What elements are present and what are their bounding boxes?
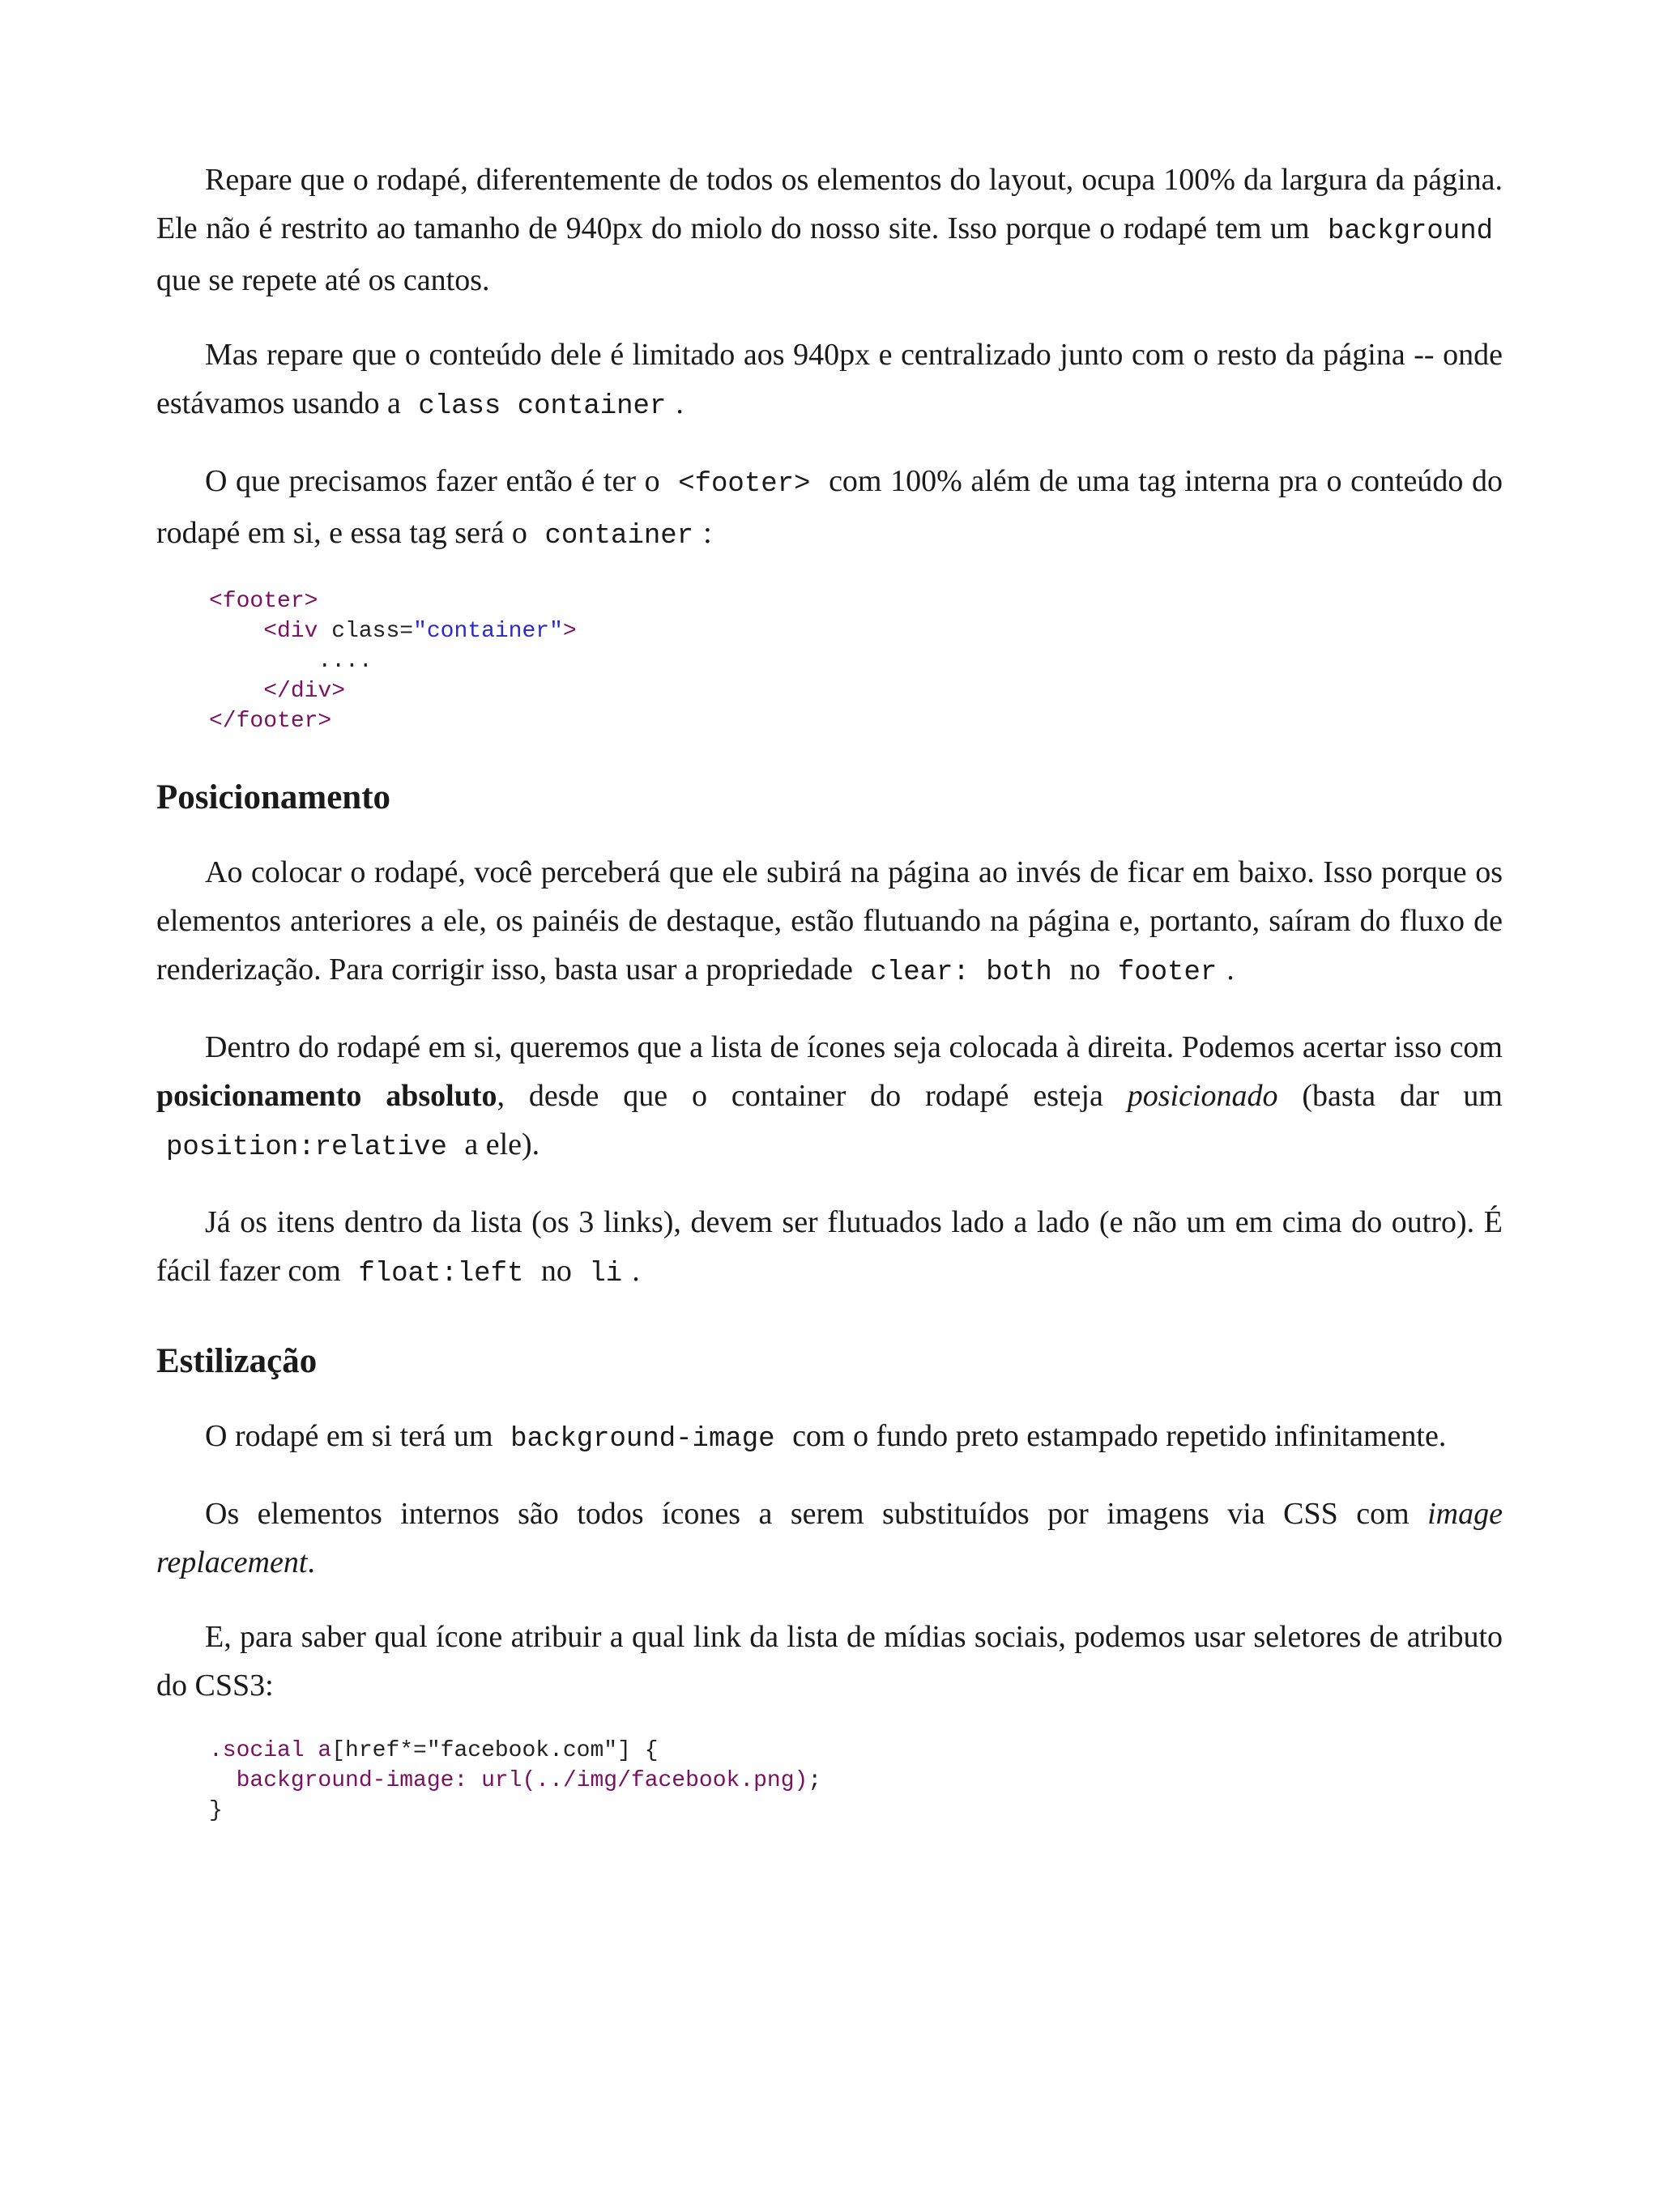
text: (basta dar um	[1302, 1079, 1503, 1113]
paragraph-background-image	[156, 1412, 1503, 1464]
code-token: ....	[318, 649, 373, 674]
code-token: class=	[318, 619, 414, 644]
text: com 100% além de uma tag interna pra o conteúdo do rodapé em si, e essa tag será o	[156, 464, 1503, 550]
text: .	[1226, 953, 1235, 987]
code-token: [href*="facebook.com"] {	[331, 1738, 659, 1763]
code-token: url(../img/facebook.png)	[467, 1768, 808, 1793]
code-block-css	[209, 1736, 1503, 1826]
document-page	[156, 156, 1503, 1865]
paragraph-content-limit	[156, 330, 1503, 431]
code-token: <footer>	[209, 589, 318, 614]
paragraph-image-replacement	[156, 1490, 1503, 1587]
text: , desde que o container do rodapé esteja	[497, 1079, 1103, 1113]
text: Dentro do rodapé em si, queremos que a lista de ícones seja colocada à direita. Podemos acertar isso com	[205, 1030, 1503, 1064]
text: com o fundo preto estampado repetido infinitamente.	[792, 1419, 1447, 1453]
text: :	[703, 516, 712, 550]
paragraph-attribute-selectors	[156, 1613, 1503, 1710]
section-heading-estilizacao: Estilização	[156, 1342, 318, 1380]
inline-code: clear: both	[870, 957, 1052, 988]
paragraph-absolute-position	[156, 1023, 1503, 1172]
text: que se repete até os cantos.	[156, 263, 490, 297]
text: no	[540, 1254, 572, 1288]
inline-code: container	[544, 521, 694, 552]
inline-code: <footer>	[678, 469, 811, 500]
code-token: ;	[808, 1768, 822, 1793]
text: O rodapé em si terá um	[205, 1419, 493, 1453]
text: Repare que o rodapé, diferentemente de todos os elementos do layout, ocupa 100% da largura da página. Ele não é restrito ao tamanho de 940px do miolo do nosso site. Isso porque o rodapé tem um	[156, 163, 1503, 245]
code-token: }	[209, 1798, 223, 1823]
text: E, para saber qual ícone atribuir a qual link da lista de mídias sociais, podemos usar seletores de atributo do CSS3:	[156, 1620, 1503, 1703]
paragraph-footer-width	[156, 156, 1503, 305]
text: .	[632, 1254, 640, 1288]
text: .	[676, 386, 684, 420]
italic-text: image replacement	[156, 1497, 1503, 1579]
inline-code: background	[1327, 216, 1494, 247]
inline-code: background-image	[510, 1424, 775, 1455]
code-token: background-image:	[236, 1768, 468, 1793]
text: Os elementos internos são todos ícones a serem substituídos por imagens via CSS com	[205, 1497, 1410, 1531]
code-block-footer	[209, 586, 1503, 736]
text: Ao colocar o rodapé, você perceberá que ele subirá na página ao invés de ficar em baixo. Isso porque os elementos anteriores a ele, os painéis de destaque, estão flutuando na página e, portanto, saíram do fluxo de renderização. Para corrigir isso, basta usar a propriedade	[156, 855, 1503, 987]
text: no	[1069, 953, 1101, 987]
text: O que precisamos fazer então é ter o	[205, 464, 660, 498]
inline-code: li	[589, 1259, 623, 1289]
code-token: >	[562, 619, 577, 644]
code-token: <div	[263, 619, 318, 644]
text: Mas repare que o conteúdo dele é limitado aos 940px e centralizado junto com o resto da página -- onde estávamos usando a	[156, 338, 1503, 420]
code-token: </div>	[263, 679, 346, 704]
text: Já os itens dentro da lista (os 3 links), devem ser flutuados lado a lado (e não um em cima do outro). É fácil fazer com	[156, 1205, 1503, 1288]
paragraph-footer-container	[156, 457, 1503, 560]
paragraph-float-left	[156, 1198, 1503, 1298]
inline-code: position:relative	[166, 1132, 447, 1163]
inline-code: class container	[418, 391, 667, 422]
code-token: "container"	[413, 619, 563, 644]
italic-text: posicionado	[1127, 1079, 1278, 1113]
text: a ele).	[464, 1127, 540, 1161]
paragraph-clear-both	[156, 848, 1503, 997]
inline-code: float:left	[358, 1259, 524, 1289]
bold-text: posicionamento absoluto	[156, 1079, 497, 1113]
code-token: </footer>	[209, 709, 332, 734]
text: .	[307, 1545, 315, 1579]
code-token: .social a	[209, 1738, 332, 1763]
section-heading-posicionamento: Posicionamento	[156, 778, 391, 816]
inline-code: footer	[1117, 957, 1218, 988]
